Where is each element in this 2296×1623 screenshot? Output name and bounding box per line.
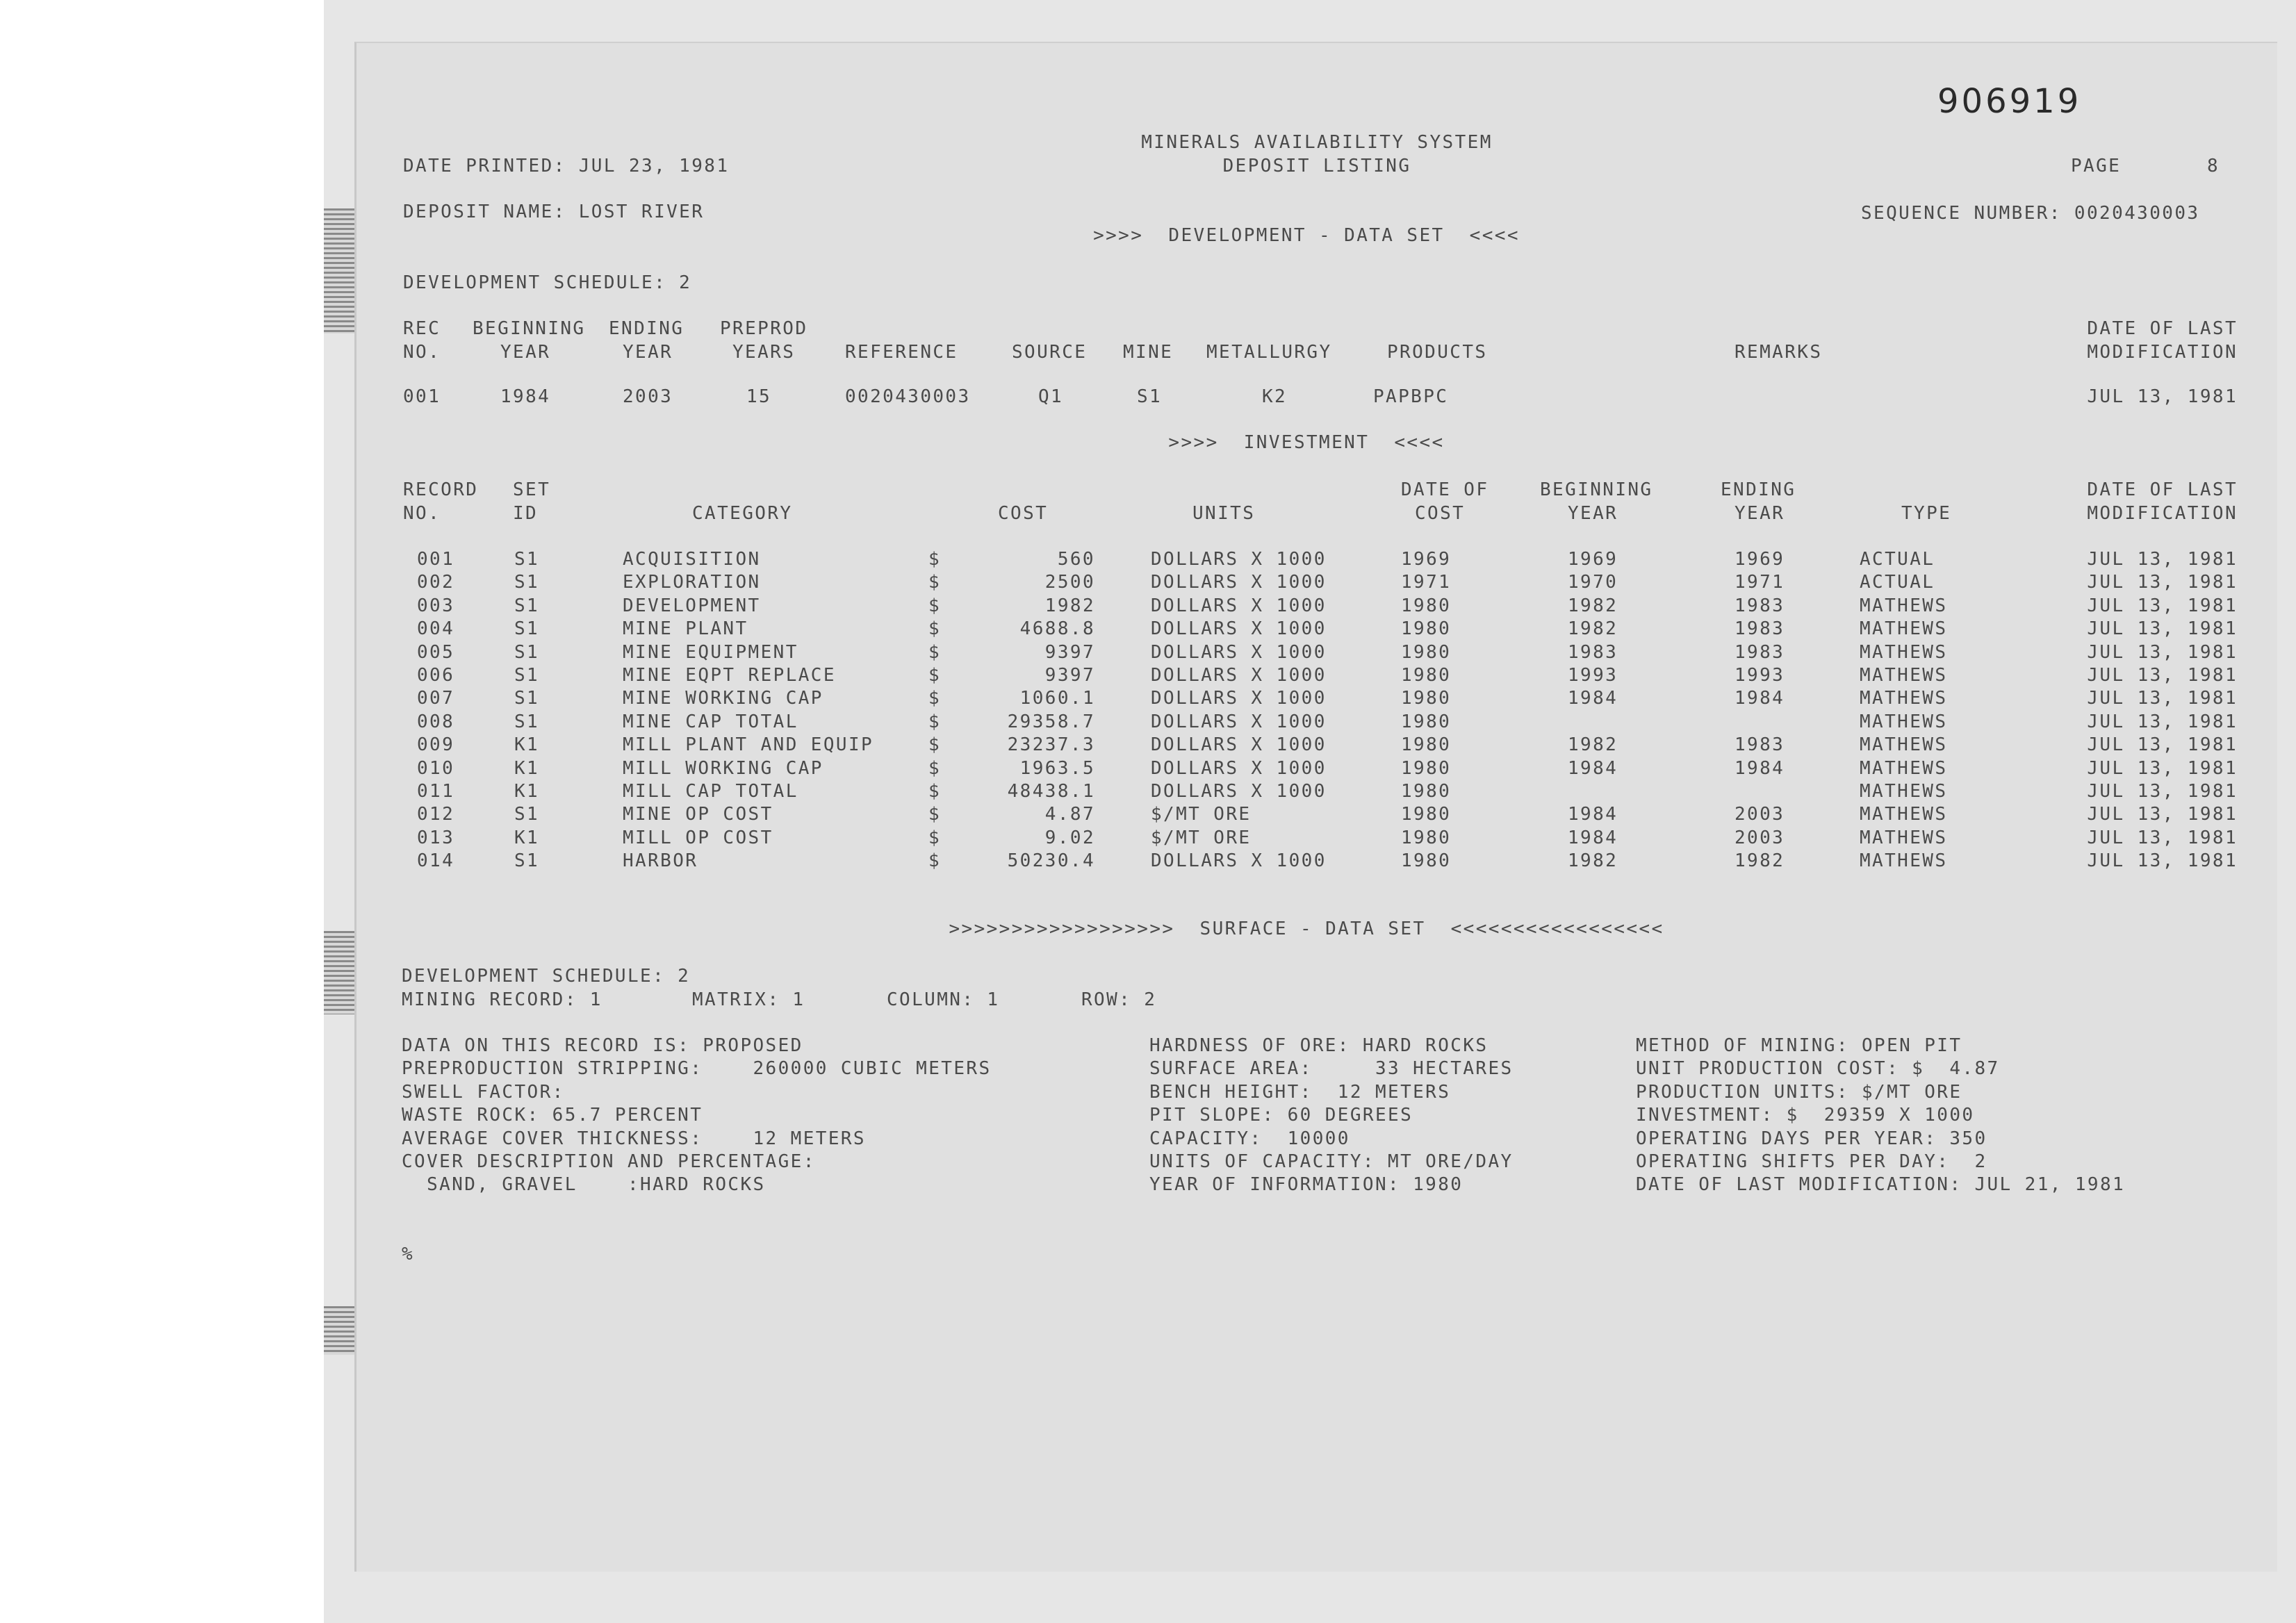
dev-header-rec: REC <box>403 318 441 339</box>
inv-cell-beginning-year: 1984 <box>1568 688 1618 709</box>
surface-middle-line: CAPACITY: 10000 <box>1149 1128 1350 1149</box>
surface-right-line: OPERATING SHIFTS PER DAY: 2 <box>1636 1151 1987 1172</box>
inv-cell-record-no: 002 <box>417 572 455 593</box>
inv-cell-units: DOLLARS X 1000 <box>1151 711 1327 732</box>
inv-cell-type: MATHEWS <box>1860 734 1948 756</box>
inv-cell-set-id: S1 <box>514 641 540 663</box>
inv-header-date-of-last: DATE OF LAST <box>2087 479 2238 500</box>
inv-cell-ending-year: 1984 <box>1735 757 1785 779</box>
inv-cell-type: MATHEWS <box>1860 711 1948 732</box>
inv-cell-cost-date: 1980 <box>1401 595 1452 616</box>
inv-cell-cost: 29358.7 <box>1007 711 1095 732</box>
dev-header-date-of-last: DATE OF LAST <box>2087 318 2238 339</box>
inv-cell-currency: $ <box>928 641 942 663</box>
inv-cell-category: MILL OP COST <box>623 827 773 848</box>
inv-cell-currency: $ <box>928 781 942 802</box>
inv-cell-cost-date: 1980 <box>1401 781 1452 802</box>
inv-cell-category: MINE WORKING CAP <box>623 688 823 709</box>
surface-right-line: DATE OF LAST MODIFICATION: JUL 21, 1981 <box>1636 1174 2126 1196</box>
surface-right-line: OPERATING DAYS PER YEAR: 350 <box>1636 1128 1987 1149</box>
inv-cell-units: DOLLARS X 1000 <box>1151 757 1327 779</box>
inv-header-cost: COST <box>998 503 1049 524</box>
inv-cell-cost: 48438.1 <box>1007 781 1095 802</box>
inv-cell-record-no: 004 <box>417 618 455 640</box>
scan-streak <box>324 931 354 1014</box>
matrix: MATRIX: 1 <box>692 989 805 1010</box>
inv-cell-record-no: 010 <box>417 757 455 779</box>
inv-cell-set-id: S1 <box>514 618 540 640</box>
inv-cell-beginning-year: 1969 <box>1568 549 1618 570</box>
inv-cell-modification: JUL 13, 1981 <box>2087 572 2238 593</box>
inv-cell-set-id: S1 <box>514 572 540 593</box>
inv-cell-category: MINE OP COST <box>623 804 773 825</box>
inv-cell-ending-year: 2003 <box>1735 827 1785 848</box>
inv-cell-type: ACTUAL <box>1860 572 1935 593</box>
dev-cell-ending: 2003 <box>623 386 673 407</box>
inv-cell-cost-date: 1969 <box>1401 549 1452 570</box>
inv-cell-category: EXPLORATION <box>623 572 761 593</box>
inv-cell-modification: JUL 13, 1981 <box>2087 827 2238 848</box>
dev-cell-mine: S1 <box>1137 386 1163 407</box>
inv-cell-ending-year: 1993 <box>1735 665 1785 686</box>
dev-cell-products: PAPBPC <box>1373 386 1449 407</box>
surface-middle-line: PIT SLOPE: 60 DEGREES <box>1149 1105 1413 1126</box>
inv-cell-set-id: S1 <box>514 665 540 686</box>
inv-cell-record-no: 014 <box>417 850 455 872</box>
inv-cell-beginning-year: 1984 <box>1568 827 1618 848</box>
inv-header-date-of: DATE OF <box>1401 479 1489 500</box>
inv-cell-category: MINE EQUIPMENT <box>623 641 798 663</box>
inv-cell-modification: JUL 13, 1981 <box>2087 549 2238 570</box>
inv-header-id: ID <box>513 503 539 524</box>
inv-header-ending-year: YEAR <box>1735 503 1785 524</box>
inv-cell-currency: $ <box>928 665 942 686</box>
dev-cell-preprod: 15 <box>746 386 772 407</box>
surface-left-line: WASTE ROCK: 65.7 PERCENT <box>402 1105 703 1126</box>
inv-cell-category: MILL WORKING CAP <box>623 757 823 779</box>
inv-cell-cost: 1060.1 <box>1019 688 1095 709</box>
surface-left-line: DATA ON THIS RECORD IS: PROPOSED <box>402 1035 803 1056</box>
inv-cell-cost-date: 1980 <box>1401 804 1452 825</box>
surface-middle-line: BENCH HEIGHT: 12 METERS <box>1149 1081 1451 1103</box>
inv-cell-units: DOLLARS X 1000 <box>1151 665 1327 686</box>
inv-cell-type: MATHEWS <box>1860 781 1948 802</box>
inv-cell-set-id: K1 <box>514 781 540 802</box>
surface-left-line: SWELL FACTOR: <box>402 1081 565 1103</box>
inv-cell-record-no: 005 <box>417 641 455 663</box>
inv-cell-cost-date: 1980 <box>1401 665 1452 686</box>
inv-cell-set-id: K1 <box>514 734 540 756</box>
inv-header-set: SET <box>513 479 551 500</box>
surface-right-line: METHOD OF MINING: OPEN PIT <box>1636 1035 1962 1056</box>
inv-cell-cost-date: 1971 <box>1401 572 1452 593</box>
inv-header-modification: MODIFICATION <box>2087 503 2238 524</box>
inv-cell-type: MATHEWS <box>1860 757 1948 779</box>
inv-cell-type: MATHEWS <box>1860 688 1948 709</box>
inv-cell-record-no: 007 <box>417 688 455 709</box>
inv-cell-cost: 1982 <box>1044 595 1095 616</box>
inv-cell-type: ACTUAL <box>1860 549 1935 570</box>
row: ROW: 2 <box>1081 989 1157 1010</box>
inv-cell-currency: $ <box>928 804 942 825</box>
inv-cell-modification: JUL 13, 1981 <box>2087 804 2238 825</box>
dev-cell-beginning: 1984 <box>500 386 551 407</box>
sequence-number: SEQUENCE NUMBER: 0020430003 <box>1861 203 2200 224</box>
inv-cell-beginning-year: 1993 <box>1568 665 1618 686</box>
inv-cell-cost: 1963.5 <box>1019 757 1095 779</box>
inv-cell-beginning-year: 1982 <box>1568 734 1618 756</box>
inv-cell-units: DOLLARS X 1000 <box>1151 688 1327 709</box>
inv-cell-record-no: 001 <box>417 549 455 570</box>
inv-cell-type: MATHEWS <box>1860 827 1948 848</box>
footer-mark: % <box>402 1244 415 1264</box>
inv-cell-ending-year: 2003 <box>1735 804 1785 825</box>
inv-cell-beginning-year: 1970 <box>1568 572 1618 593</box>
listing-title: DEPOSIT LISTING <box>1222 156 1411 176</box>
inv-cell-units: DOLLARS X 1000 <box>1151 641 1327 663</box>
inv-cell-units: DOLLARS X 1000 <box>1151 850 1327 872</box>
inv-cell-modification: JUL 13, 1981 <box>2087 850 2238 872</box>
inv-header-beginning-year: YEAR <box>1568 503 1618 524</box>
page-label: PAGE <box>2071 156 2122 176</box>
inv-cell-modification: JUL 13, 1981 <box>2087 757 2238 779</box>
dev-header-reference: REFERENCE <box>845 342 958 363</box>
inv-cell-ending-year: 1983 <box>1735 641 1785 663</box>
inv-cell-modification: JUL 13, 1981 <box>2087 618 2238 640</box>
inv-cell-set-id: S1 <box>514 595 540 616</box>
inv-cell-set-id: K1 <box>514 757 540 779</box>
inv-cell-category: MILL PLANT AND EQUIP <box>623 734 874 756</box>
inv-cell-record-no: 009 <box>417 734 455 756</box>
inv-header-beginning: BEGINNING <box>1540 479 1653 500</box>
inv-cell-record-no: 008 <box>417 711 455 732</box>
inv-cell-category: MINE EQPT REPLACE <box>623 665 836 686</box>
dev-header-metallurgy: METALLURGY <box>1206 342 1332 363</box>
inv-cell-set-id: K1 <box>514 827 540 848</box>
inv-cell-beginning-year: 1984 <box>1568 804 1618 825</box>
dev-header-years: YEARS <box>732 342 796 363</box>
inv-header-no: NO. <box>403 503 441 524</box>
surface-right-line: INVESTMENT: $ 29359 X 1000 <box>1636 1105 1975 1126</box>
development-data-set-title: >>>> DEVELOPMENT - DATA SET <<<< <box>1093 225 1520 246</box>
scan-streak <box>324 1306 354 1355</box>
inv-cell-units: $/MT ORE <box>1151 827 1252 848</box>
inv-cell-cost-date: 1980 <box>1401 757 1452 779</box>
inv-cell-cost-date: 1980 <box>1401 618 1452 640</box>
dev-cell-source: Q1 <box>1038 386 1064 407</box>
inv-cell-type: MATHEWS <box>1860 641 1948 663</box>
surface-left-line: SAND, GRAVEL :HARD ROCKS <box>402 1174 766 1196</box>
inv-cell-currency: $ <box>928 850 942 872</box>
inv-cell-units: $/MT ORE <box>1151 804 1252 825</box>
dev-cell-modification: JUL 13, 1981 <box>2087 386 2238 407</box>
dev-header-no: NO. <box>403 342 441 363</box>
inv-cell-set-id: S1 <box>514 688 540 709</box>
inv-header-cost-date: COST <box>1415 503 1466 524</box>
inv-cell-type: MATHEWS <box>1860 850 1948 872</box>
inv-cell-modification: JUL 13, 1981 <box>2087 665 2238 686</box>
inv-cell-beginning-year: 1984 <box>1568 757 1618 779</box>
surface-right-line: PRODUCTION UNITS: $/MT ORE <box>1636 1081 1962 1103</box>
inv-cell-ending-year: 1984 <box>1735 688 1785 709</box>
inv-cell-currency: $ <box>928 757 942 779</box>
surface-middle-line: HARDNESS OF ORE: HARD ROCKS <box>1149 1035 1489 1056</box>
inv-cell-cost-date: 1980 <box>1401 641 1452 663</box>
dev-header-modification: MODIFICATION <box>2087 342 2238 363</box>
inv-cell-currency: $ <box>928 688 942 709</box>
inv-cell-cost: 2500 <box>1044 572 1095 593</box>
inv-cell-ending-year: 1983 <box>1735 595 1785 616</box>
inv-cell-set-id: S1 <box>514 711 540 732</box>
inv-cell-ending-year: 1982 <box>1735 850 1785 872</box>
inv-cell-cost: 50230.4 <box>1007 850 1095 872</box>
inv-cell-currency: $ <box>928 549 942 570</box>
inv-cell-category: ACQUISITION <box>623 549 761 570</box>
dev-header-year: YEAR <box>500 342 551 363</box>
system-title: MINERALS AVAILABILITY SYSTEM <box>1141 132 1493 153</box>
column: COLUMN: 1 <box>887 989 1000 1010</box>
surface-left-line: AVERAGE COVER THICKNESS: 12 METERS <box>402 1128 866 1149</box>
inv-cell-units: DOLLARS X 1000 <box>1151 734 1327 756</box>
inv-cell-beginning-year: 1982 <box>1568 595 1618 616</box>
inv-cell-cost: 4.87 <box>1044 804 1095 825</box>
inv-cell-set-id: S1 <box>514 549 540 570</box>
surface-left-line: PREPRODUCTION STRIPPING: 260000 CUBIC METERS <box>402 1058 992 1080</box>
dev-cell-metallurgy: K2 <box>1262 386 1288 407</box>
inv-cell-type: MATHEWS <box>1860 618 1948 640</box>
dev-cell-rec: 001 <box>403 386 441 407</box>
inv-header-category: CATEGORY <box>692 503 793 524</box>
surface-left-line: COVER DESCRIPTION AND PERCENTAGE: <box>402 1151 816 1172</box>
inv-cell-cost-date: 1980 <box>1401 850 1452 872</box>
inv-cell-cost-date: 1980 <box>1401 827 1452 848</box>
inv-cell-units: DOLLARS X 1000 <box>1151 618 1327 640</box>
inv-cell-ending-year: 1971 <box>1735 572 1785 593</box>
inv-cell-cost: 9.02 <box>1044 827 1095 848</box>
inv-cell-record-no: 006 <box>417 665 455 686</box>
surface-middle-line: UNITS OF CAPACITY: MT ORE/DAY <box>1149 1151 1514 1172</box>
inv-cell-cost: 9397 <box>1044 641 1095 663</box>
inv-header-type: TYPE <box>1901 503 1952 524</box>
dev-header-remarks: REMARKS <box>1735 342 1823 363</box>
inv-cell-category: DEVELOPMENT <box>623 595 761 616</box>
surface-middle-line: YEAR OF INFORMATION: 1980 <box>1149 1174 1463 1196</box>
inv-cell-units: DOLLARS X 1000 <box>1151 572 1327 593</box>
inv-cell-cost: 4688.8 <box>1019 618 1095 640</box>
dev-header-beginning: BEGINNING <box>473 318 586 339</box>
inv-cell-record-no: 012 <box>417 804 455 825</box>
inv-cell-currency: $ <box>928 711 942 732</box>
inv-cell-set-id: S1 <box>514 850 540 872</box>
inv-cell-currency: $ <box>928 572 942 593</box>
inv-cell-cost: 9397 <box>1044 665 1095 686</box>
inv-cell-record-no: 013 <box>417 827 455 848</box>
inv-cell-category: MINE PLANT <box>623 618 748 640</box>
inv-cell-modification: JUL 13, 1981 <box>2087 711 2238 732</box>
mining-record: MINING RECORD: 1 <box>402 989 602 1010</box>
inv-cell-units: DOLLARS X 1000 <box>1151 781 1327 802</box>
inv-cell-cost: 560 <box>1057 549 1095 570</box>
investment-title: >>>> INVESTMENT <<<< <box>1168 432 1445 453</box>
inv-cell-cost-date: 1980 <box>1401 688 1452 709</box>
inv-cell-ending-year: 1983 <box>1735 618 1785 640</box>
inv-cell-units: DOLLARS X 1000 <box>1151 595 1327 616</box>
surface-middle-line: SURFACE AREA: 33 HECTARES <box>1149 1058 1514 1080</box>
inv-cell-modification: JUL 13, 1981 <box>2087 781 2238 802</box>
inv-cell-beginning-year: 1982 <box>1568 850 1618 872</box>
inv-cell-set-id: S1 <box>514 804 540 825</box>
inv-cell-ending-year: 1969 <box>1735 549 1785 570</box>
inv-cell-record-no: 011 <box>417 781 455 802</box>
dev-cell-reference: 0020430003 <box>845 386 971 407</box>
inv-cell-category: HARBOR <box>623 850 698 872</box>
inv-cell-currency: $ <box>928 827 942 848</box>
inv-cell-category: MINE CAP TOTAL <box>623 711 798 732</box>
inv-cell-beginning-year: 1983 <box>1568 641 1618 663</box>
inv-cell-units: DOLLARS X 1000 <box>1151 549 1327 570</box>
inv-cell-type: MATHEWS <box>1860 595 1948 616</box>
scan-streak <box>324 208 354 333</box>
surface-right-line: UNIT PRODUCTION COST: $ 4.87 <box>1636 1058 2000 1080</box>
inv-cell-modification: JUL 13, 1981 <box>2087 641 2238 663</box>
surface-data-set-title: >>>>>>>>>>>>>>>>>> SURFACE - DATA SET <<<<<<<<<<<<<<<<< <box>949 918 1664 939</box>
inv-cell-ending-year: 1983 <box>1735 734 1785 756</box>
inv-header-record: RECORD <box>403 479 479 500</box>
date-printed: DATE PRINTED: JUL 23, 1981 <box>403 156 730 176</box>
inv-cell-cost: 23237.3 <box>1007 734 1095 756</box>
inv-cell-currency: $ <box>928 618 942 640</box>
inv-cell-type: MATHEWS <box>1860 804 1948 825</box>
dev-header-preprod: PREPROD <box>720 318 808 339</box>
inv-header-units: UNITS <box>1192 503 1256 524</box>
dev-header-mine: MINE <box>1123 342 1174 363</box>
inv-cell-record-no: 003 <box>417 595 455 616</box>
inv-cell-currency: $ <box>928 734 942 756</box>
page-number: 8 <box>2207 156 2220 176</box>
inv-cell-type: MATHEWS <box>1860 665 1948 686</box>
inv-cell-modification: JUL 13, 1981 <box>2087 688 2238 709</box>
inv-cell-category: MILL CAP TOTAL <box>623 781 798 802</box>
dev-header-ending: ENDING <box>609 318 684 339</box>
inv-cell-modification: JUL 13, 1981 <box>2087 734 2238 756</box>
deposit-name: DEPOSIT NAME: LOST RIVER <box>403 201 705 222</box>
inv-cell-currency: $ <box>928 595 942 616</box>
inv-header-ending: ENDING <box>1721 479 1796 500</box>
inv-cell-beginning-year: 1982 <box>1568 618 1618 640</box>
development-schedule: DEVELOPMENT SCHEDULE: 2 <box>403 272 692 293</box>
dev-header-source: SOURCE <box>1012 342 1088 363</box>
inv-cell-cost-date: 1980 <box>1401 734 1452 756</box>
dev-header-products: PRODUCTS <box>1387 342 1488 363</box>
dev-header-year: YEAR <box>623 342 673 363</box>
surface-development-schedule: DEVELOPMENT SCHEDULE: 2 <box>402 966 691 987</box>
inv-cell-cost-date: 1980 <box>1401 711 1452 732</box>
handwritten-document-number: 906919 <box>1937 82 2082 121</box>
inv-cell-modification: JUL 13, 1981 <box>2087 595 2238 616</box>
